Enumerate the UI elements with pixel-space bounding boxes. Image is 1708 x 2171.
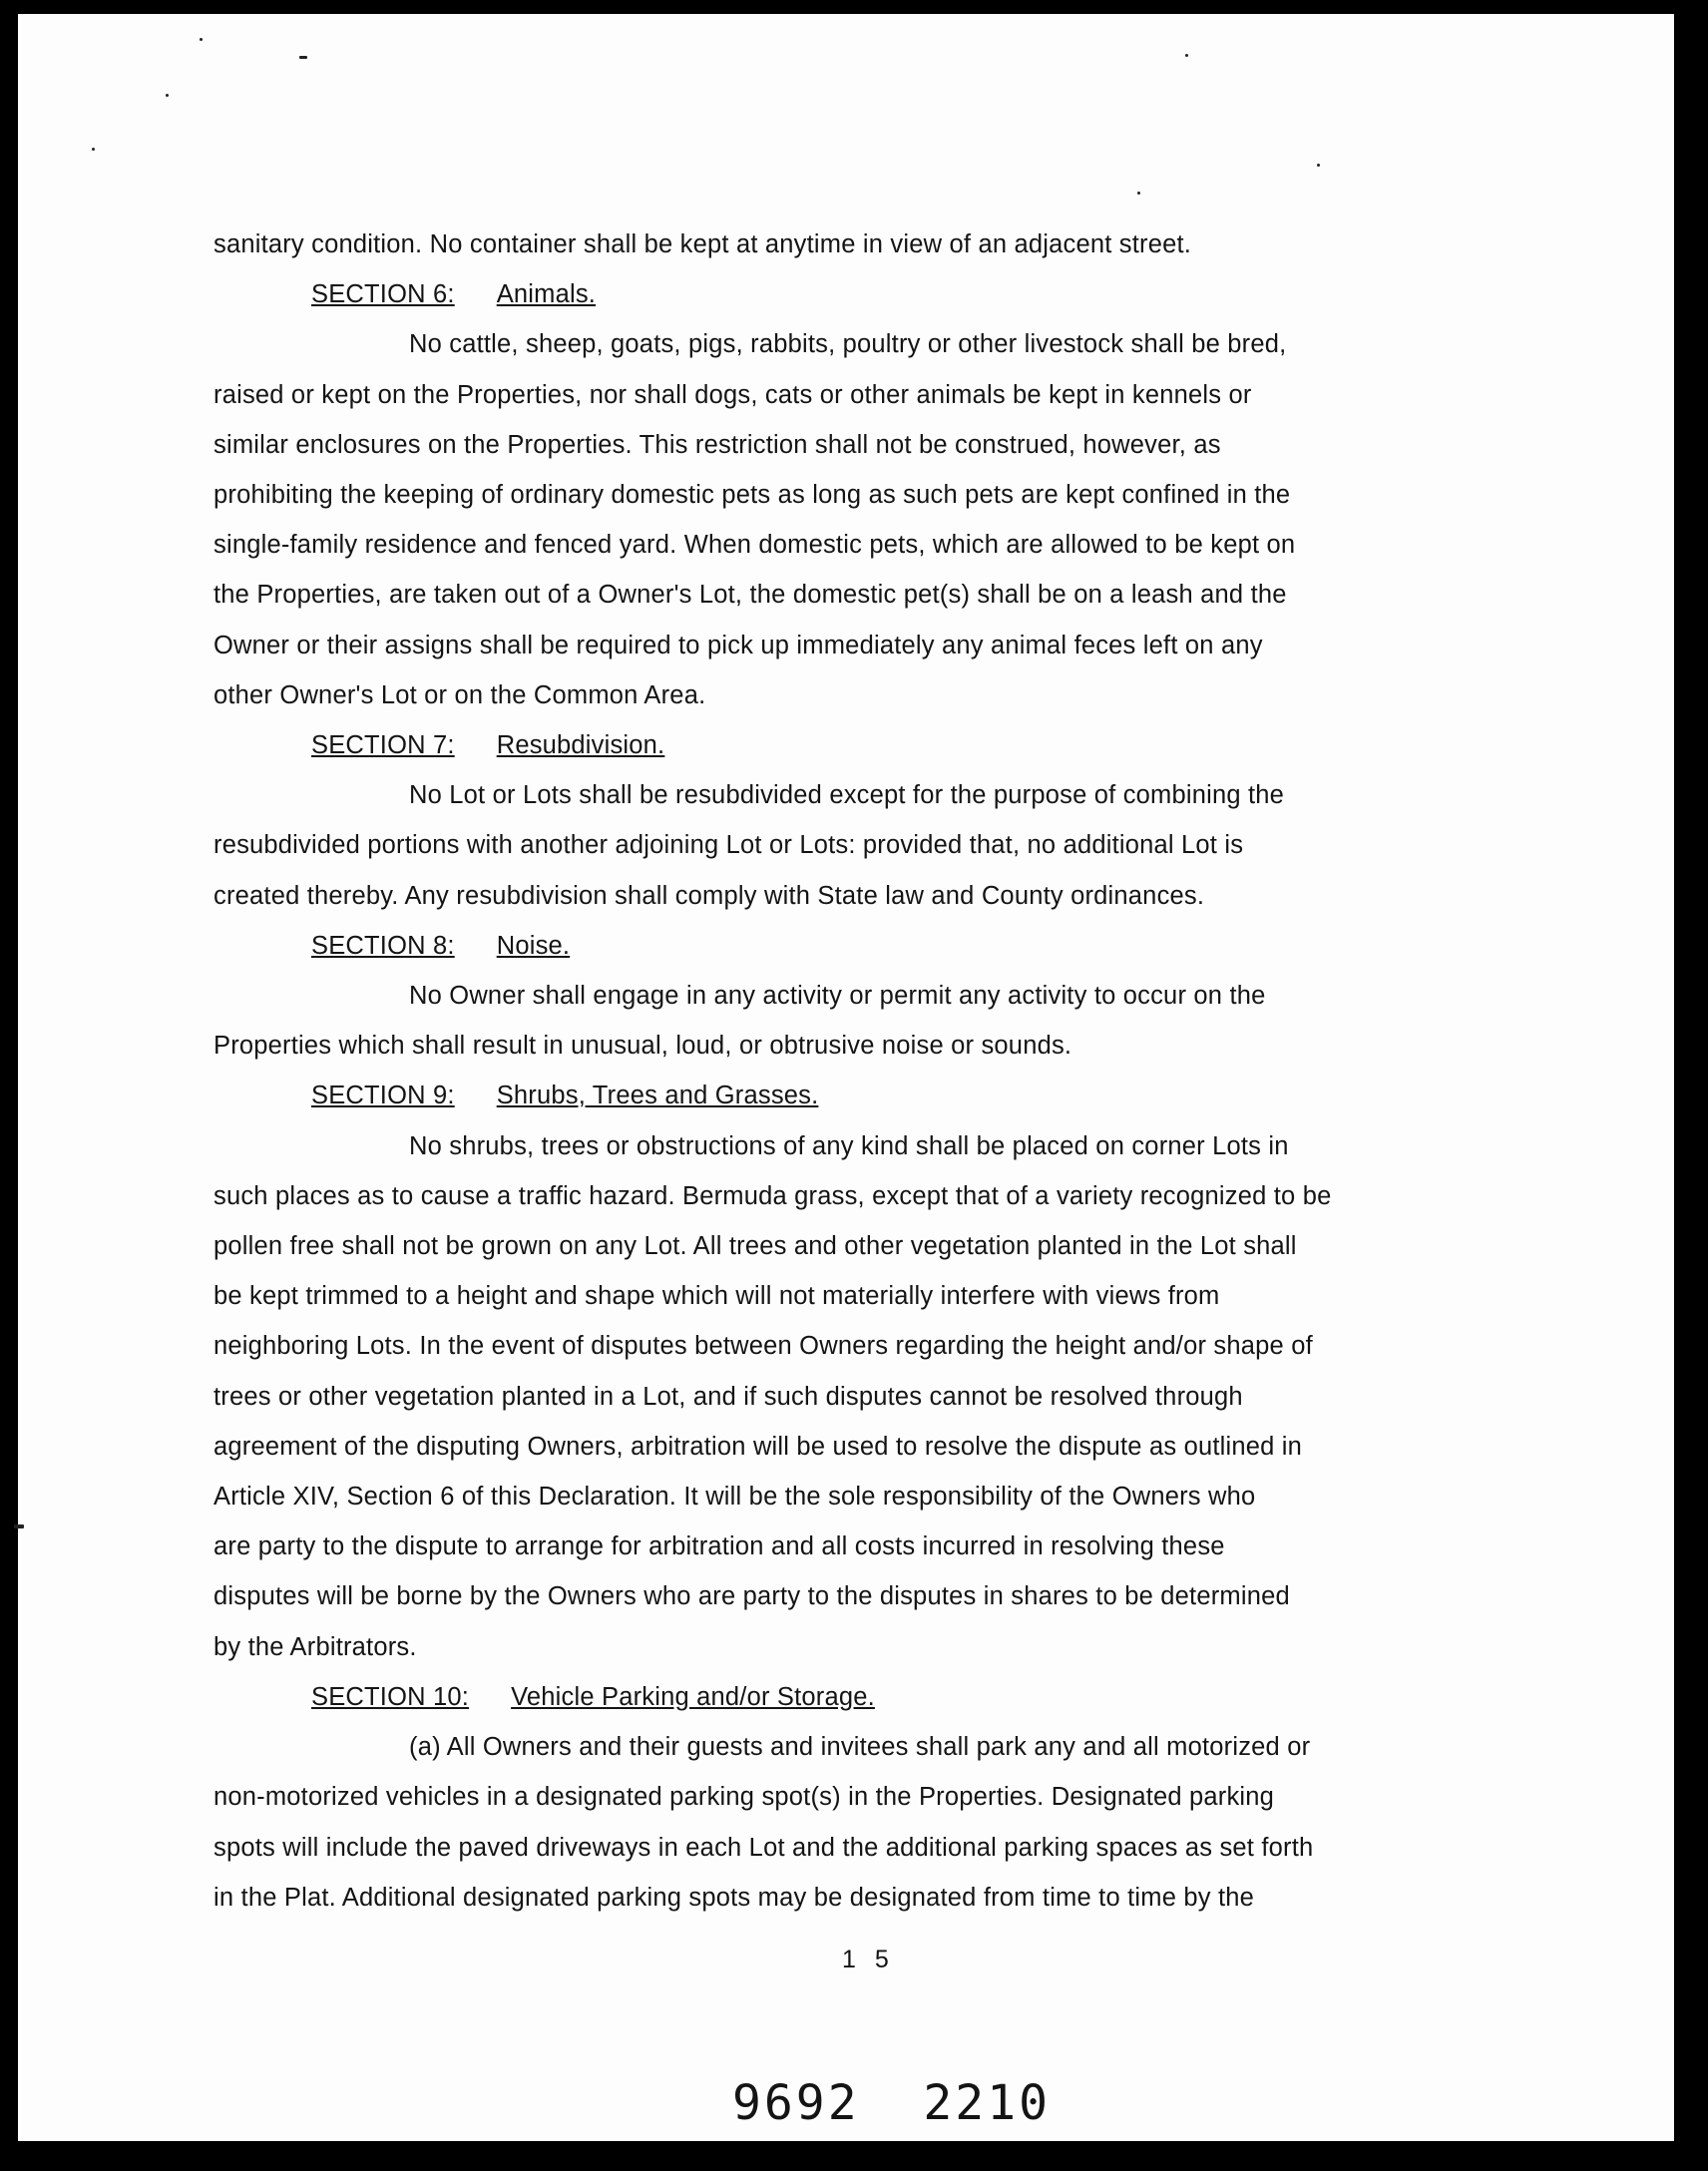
scan-speck xyxy=(1317,164,1320,167)
paragraph-line: Owner or their assigns shall be required to pick up immediately any animal feces left on any xyxy=(214,631,1263,659)
paragraph-line: be kept trimmed to a height and shape which will not materially interfere with views from xyxy=(214,1282,1220,1311)
scan-speck xyxy=(200,38,203,41)
paragraph-line: the Properties, are taken out of a Owner's Lot, the domestic pet(s) shall be on a leash and the xyxy=(214,581,1287,610)
scan-speck xyxy=(166,94,169,97)
document-body xyxy=(214,219,1510,1923)
paragraph-line: created thereby. Any resubdivision shall comply with State law and County ordinances. xyxy=(214,881,1205,910)
paragraph-line: trees or other vegetation planted in a Lot, and if such disputes cannot be resolved through xyxy=(214,1382,1243,1411)
paragraph-line: No Owner shall engage in any activity or permit any activity to occur on the xyxy=(409,982,1266,1011)
paragraph-line: Properties which shall result in unusual, loud, or obtrusive noise or sounds. xyxy=(214,1032,1072,1061)
document-number: 9692 2210 xyxy=(732,2075,1051,2131)
paragraph-line: prohibiting the keeping of ordinary domestic pets as long as such pets are kept confined in the xyxy=(214,481,1291,510)
section-9 xyxy=(214,1071,1510,1671)
section-8 xyxy=(214,921,1510,1072)
section-number: SECTION 9: xyxy=(311,1082,455,1110)
paragraph-line: disputes will be borne by the Owners who are party to the disputes in shares to be determined xyxy=(214,1582,1290,1611)
scan-speck xyxy=(14,1524,24,1528)
section-title: Animals. xyxy=(496,280,597,309)
continuation-line: sanitary condition. No container shall be kept at anytime in view of an adjacent street. xyxy=(214,230,1192,258)
paragraph-line: single-family residence and fenced yard. When domestic pets, which are allowed to be kept on xyxy=(214,531,1296,560)
section-heading xyxy=(311,269,1510,319)
page-number: 1 5 xyxy=(842,1946,895,1973)
section-number: SECTION 10: xyxy=(311,1682,470,1711)
paragraph-line: such places as to cause a traffic hazard. Bermuda grass, except that of a variety recognized to be xyxy=(214,1181,1332,1210)
paragraph-line: (a) All Owners and their guests and invitees shall park any and all motorized or xyxy=(409,1733,1311,1762)
section-heading xyxy=(311,1071,1510,1120)
paragraph-line: in the Plat. Additional designated parking spots may be designated from time to time by the xyxy=(214,1883,1255,1912)
paragraph-line: pollen free shall not be grown on any Lot. All trees and other vegetation planted in the Lot shall xyxy=(214,1232,1297,1261)
section-title: Vehicle Parking and/or Storage. xyxy=(511,1682,875,1711)
section-6 xyxy=(214,269,1510,720)
scan-speck xyxy=(1137,192,1140,195)
section-heading xyxy=(311,720,1510,770)
paragraph-line: similar enclosures on the Properties. This restriction shall not be construed, however, as xyxy=(214,430,1221,459)
paragraph-line: resubdivided portions with another adjoining Lot or Lots: provided that, no additional Lot is xyxy=(214,831,1244,860)
paragraph-line: No cattle, sheep, goats, pigs, rabbits, poultry or other livestock shall be bred, xyxy=(409,330,1287,359)
section-title: Shrubs, Trees and Grasses. xyxy=(496,1082,819,1110)
paragraph-line: No shrubs, trees or obstructions of any kind shall be placed on corner Lots in xyxy=(409,1131,1289,1160)
document-page xyxy=(18,14,1674,2141)
paragraph-line: neighboring Lots. In the event of disputes between Owners regarding the height and/or shape of xyxy=(214,1332,1313,1361)
section-title: Resubdivision. xyxy=(496,731,665,760)
paragraph-line: agreement of the disputing Owners, arbitration will be used to resolve the dispute as outlined in xyxy=(214,1432,1303,1461)
paragraph-line: by the Arbitrators. xyxy=(214,1632,417,1661)
section-number: SECTION 7: xyxy=(311,731,455,760)
scan-speck xyxy=(92,148,95,151)
paragraph-line: other Owner's Lot or on the Common Area. xyxy=(214,680,706,709)
section-heading xyxy=(311,1672,1510,1722)
paragraph-line: are party to the dispute to arrange for arbitration and all costs incurred in resolving these xyxy=(214,1532,1225,1561)
section-heading xyxy=(311,921,1510,971)
paragraph-line: spots will include the paved driveways in each Lot and the additional parking spaces as set forth xyxy=(214,1833,1314,1862)
paragraph-line: raised or kept on the Properties, nor shall dogs, cats or other animals be kept in kennels or xyxy=(214,380,1252,409)
section-7 xyxy=(214,720,1510,921)
paragraph-line: Article XIV, Section 6 of this Declaration. It will be the sole responsibility of the Owners who xyxy=(214,1483,1256,1512)
section-10 xyxy=(214,1672,1510,1923)
paragraph-line: No Lot or Lots shall be resubdivided except for the purpose of combining the xyxy=(409,781,1285,810)
section-number: SECTION 8: xyxy=(311,931,455,960)
scan-speck xyxy=(299,56,307,59)
paragraph-line: non-motorized vehicles in a designated parking spot(s) in the Properties. Designated parking xyxy=(214,1783,1275,1812)
section-title: Noise. xyxy=(496,931,571,960)
section-number: SECTION 6: xyxy=(311,280,455,309)
scan-speck xyxy=(1185,54,1188,57)
